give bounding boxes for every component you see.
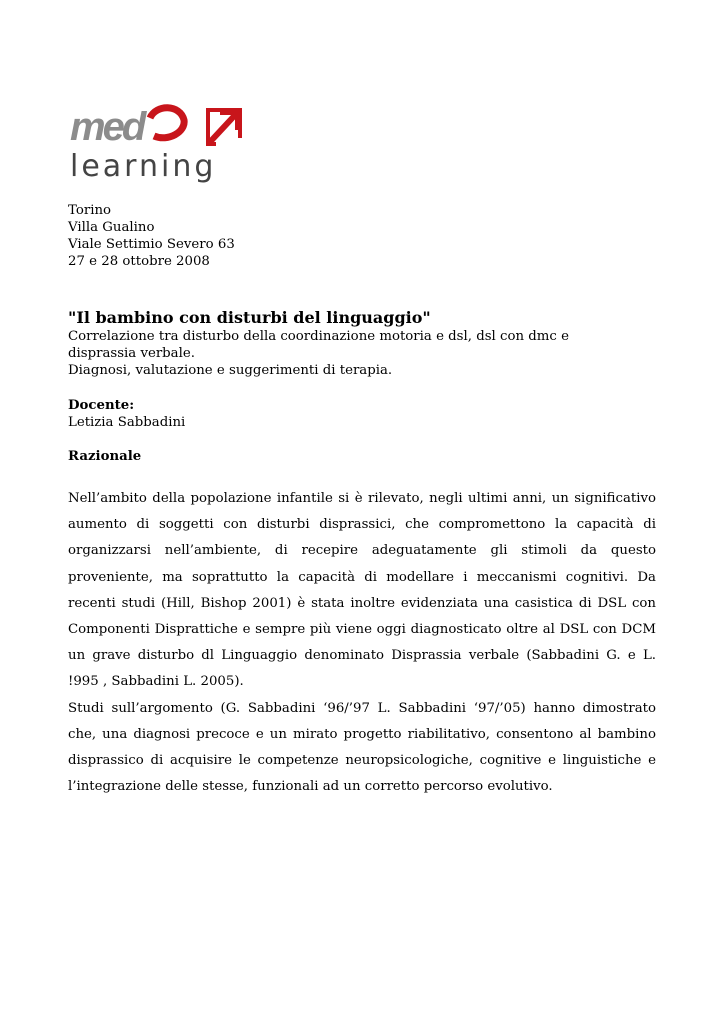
- subtitle-line: disprassia verbale.: [68, 346, 195, 361]
- body-paragraph: Nell’ambito della popolazione infantile si è rilevato, negli ultimi anni, un significativo aumento di soggetti con disturbi disprassici, che compromettono la capacità di organizzarsi nell’ambiente, di recepire adeguatamente gli stimoli da questo proveniente, ma soprattutto la capacità di modellare i meccanismi cognitivi. Da recenti studi (Hill, Bishop 2001) è stata inoltre evidenziata una casistica di DSL con Componenti Disprattiche e sempre più viene oggi diagnosticato oltre al DSL con DCM un grave disturbo dl Linguaggio denominato Disprassia verbale (Sabbadini G. e L. !995 , Sabbadini L. 2005).: [68, 491, 656, 690]
- logo-med-text: med: [70, 105, 144, 149]
- docente-heading: Docente:: [68, 398, 135, 413]
- razionale-heading: Razionale: [68, 449, 142, 464]
- docente-name: Letizia Sabbadini: [68, 415, 186, 430]
- body-paragraph: Studi sull’argomento (G. Sabbadini ‘96/’97 L. Sabbadini ‘97/’05) hanno dimostrato che, una diagnosi precoce e un mirato progetto riabilitativo, consentono al bambino disprassico di acquisire le competenze neuropsicologiche, cognitive e linguistiche e l’integrazione delle stesse, funzionali ad un corretto percorso evolutivo.: [68, 700, 656, 795]
- course-title: "Il bambino con disturbi del linguaggio": [68, 308, 431, 327]
- med-learning-logo: [68, 96, 248, 186]
- dates: 27 e 28 ottobre 2008: [68, 254, 210, 269]
- subtitle-line: Diagnosi, valutazione e suggerimenti di terapia.: [68, 363, 393, 378]
- course-subtitle: [68, 328, 656, 379]
- subtitle-line: Correlazione tra disturbo della coordinazione motoria e dsl, dsl con dmc e: [68, 329, 569, 344]
- location-block: [68, 202, 656, 270]
- razionale-body: [68, 486, 656, 800]
- city: Torino: [68, 203, 112, 218]
- arrow-box-icon: [208, 110, 240, 144]
- street: Viale Settimio Severo 63: [68, 237, 235, 252]
- venue: Villa Gualino: [68, 220, 155, 235]
- logo-learning-text: learning: [70, 149, 217, 184]
